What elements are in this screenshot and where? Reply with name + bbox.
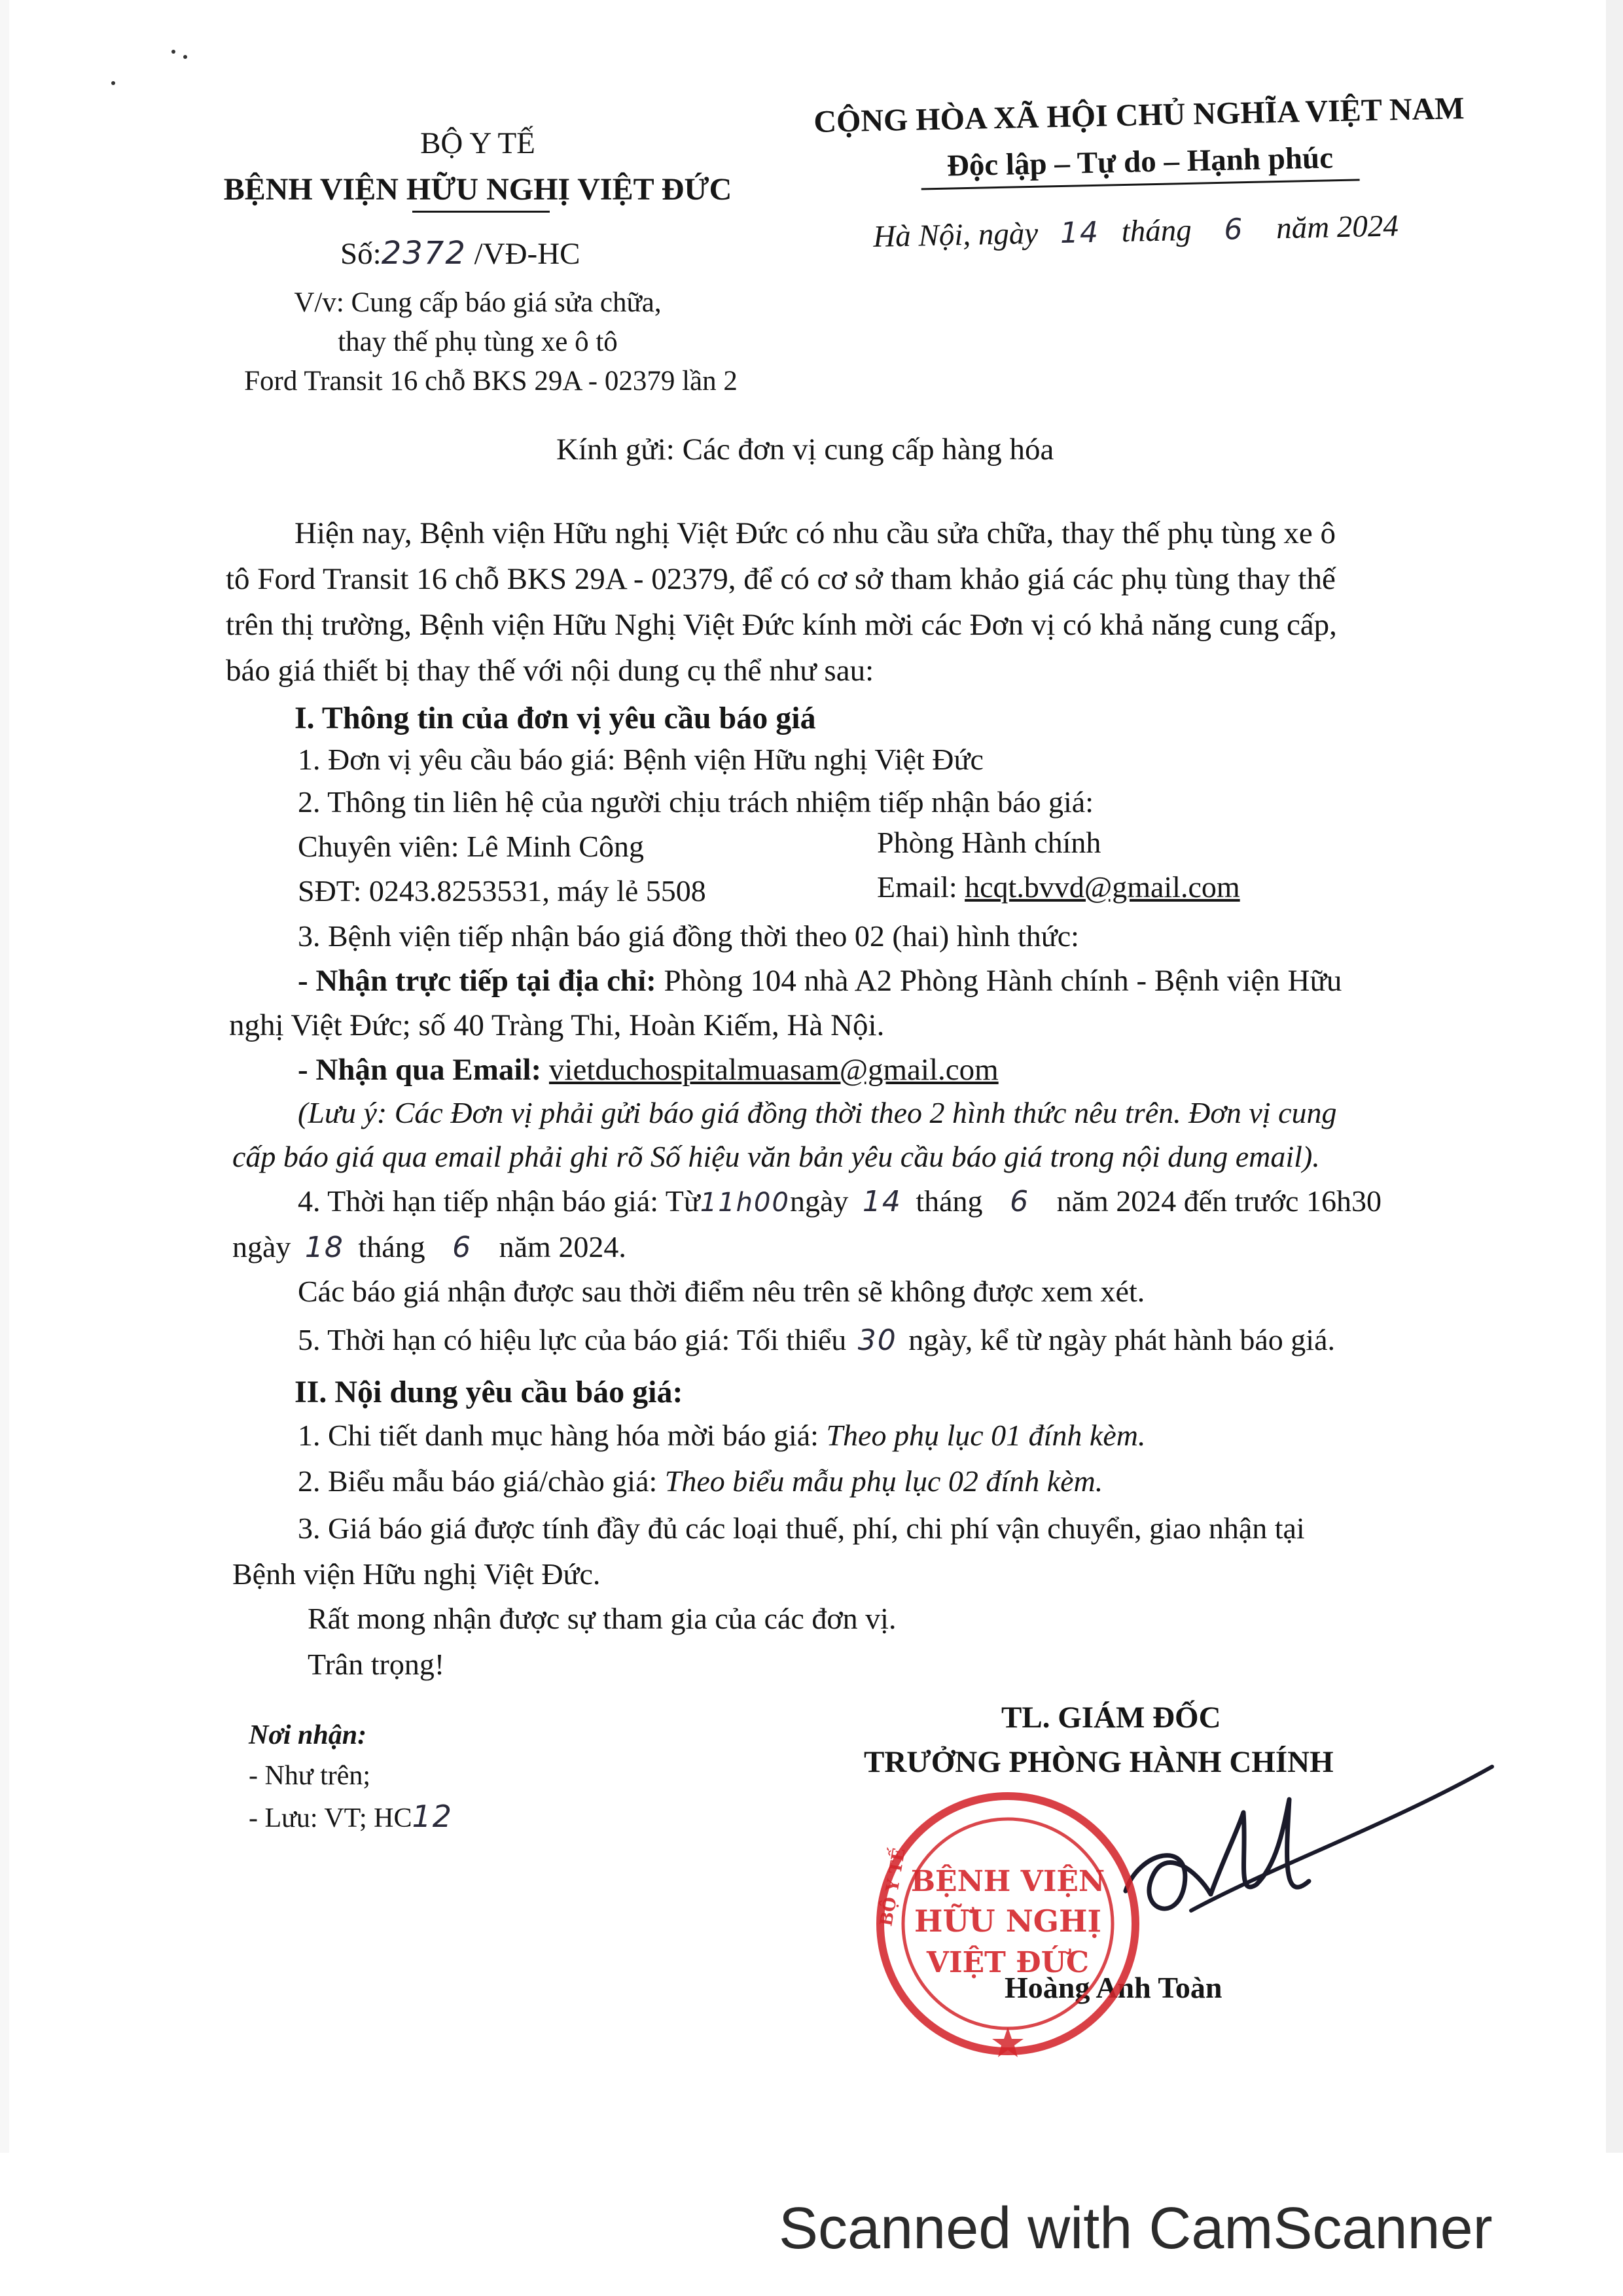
intro-line: báo giá thiết bị thay thế với nội dung cụ thể như sau: xyxy=(226,654,874,688)
camscanner-watermark: Scanned with CamScanner xyxy=(779,2196,1493,2261)
s2-item1-value: Theo phụ lục 01 đính kèm. xyxy=(826,1419,1146,1452)
contact-email-link[interactable]: hcqt.bvvd@gmail.com xyxy=(965,870,1240,904)
signature-role-2: TRƯỞNG PHÒNG HÀNH CHÍNH xyxy=(864,1745,1334,1779)
section-1-item-4-cont xyxy=(232,1230,626,1265)
closing-regards: Trân trọng! xyxy=(308,1648,445,1681)
direct-delivery-label: - Nhận trực tiếp tại địa chỉ: xyxy=(298,964,656,998)
svg-text:VIỆT ĐỨC: VIỆT ĐỨC xyxy=(926,1946,1090,1979)
scan-speck xyxy=(111,81,115,85)
section-1-heading: I. Thông tin của đơn vị yêu cầu báo giá xyxy=(294,701,816,735)
item5-label: 5. Thời hạn có hiệu lực của báo giá: Tối thiểu xyxy=(298,1323,847,1356)
item4-day2: 18 xyxy=(304,1231,344,1264)
s2-item2-value: Theo biểu mẫu phụ lục 02 đính kèm. xyxy=(664,1464,1103,1498)
item4-year2: năm 2024. xyxy=(499,1230,626,1263)
date-year: năm 2024 xyxy=(1275,209,1399,246)
contact-department: Phòng Hành chính xyxy=(877,826,1101,859)
scan-left-edge xyxy=(0,0,9,2159)
scan-speck xyxy=(171,50,175,54)
item4-month: 6 xyxy=(1010,1185,1030,1218)
distribution-item: - Như trên; xyxy=(249,1761,371,1791)
note-line-1: (Lưu ý: Các Đơn vị phải gửi báo giá đồng thời theo 2 hình thức nêu trên. Đơn vị cung xyxy=(298,1096,1337,1129)
hospital-name: BỆNH VIỆN HỮU NGHỊ VIỆT ĐỨC xyxy=(223,172,732,207)
distribution-archive: - Lưu: VT; HC xyxy=(249,1803,412,1833)
signature-role-1: TL. GIÁM ĐỐC xyxy=(1001,1701,1221,1735)
item4-deadline: năm 2024 đến trước 16h30 xyxy=(1056,1184,1382,1218)
s2-item2-label: 2. Biểu mẫu báo giá/chào giá: xyxy=(298,1464,658,1498)
signatory-name: Hoàng Anh Toàn xyxy=(1005,1971,1222,2004)
section-2-item-3-cont: Bệnh viện Hữu nghị Việt Đức. xyxy=(232,1557,601,1591)
contact-phone: SĐT: 0243.8253531, máy lẻ 5508 xyxy=(298,874,706,908)
svg-text:BỆNH VIỆN: BỆNH VIỆN xyxy=(910,1865,1105,1898)
intro-line: trên thị trường, Bệnh viện Hữu Nghị Việt Đức kính mời các Đơn vị có khả năng cung cấp, xyxy=(226,608,1337,642)
item4-day-label: ngày xyxy=(789,1184,849,1218)
s2-item1-label: 1. Chi tiết danh mục hàng hóa mời báo giá: xyxy=(298,1419,819,1452)
email-delivery-link[interactable]: vietduchospitalmuasam@gmail.com xyxy=(548,1053,999,1087)
section-2-heading: II. Nội dung yêu cầu báo giá: xyxy=(294,1375,683,1409)
section-2-item-1 xyxy=(298,1419,1145,1453)
section-1-item-5 xyxy=(298,1323,1335,1358)
intro-line: Hiện nay, Bệnh viện Hữu nghị Việt Đức có nhu cầu sửa chữa, thay thế phụ tùng xe ô xyxy=(294,516,1336,550)
number-prefix: Số: xyxy=(340,237,382,271)
subject-line-1: V/v: Cung cấp báo giá sửa chữa, xyxy=(294,287,662,318)
distribution-heading: Nơi nhận: xyxy=(249,1720,367,1750)
issue-date xyxy=(873,208,1399,255)
date-prefix: Hà Nội, ngày xyxy=(872,216,1039,255)
contact-email-label: Email: xyxy=(877,870,957,904)
section-1-item-2: 2. Thông tin liên hệ của người chịu trách nhiệm tiếp nhận báo giá: xyxy=(298,785,1094,819)
distribution-item xyxy=(249,1799,453,1834)
document-number xyxy=(340,236,580,272)
svg-text:HỮU NGHỊ: HỮU NGHỊ xyxy=(914,1903,1102,1939)
item4-month-label: tháng xyxy=(916,1184,983,1218)
header-right xyxy=(779,90,1508,275)
note-line-2: cấp báo giá qua email phải ghi rõ Số hiệu văn bản yêu cầu báo giá trong nội dung email). xyxy=(232,1140,1320,1173)
distribution-handwritten: 12 xyxy=(412,1799,454,1834)
item5-rest: ngày, kể từ ngày phát hành báo giá. xyxy=(908,1323,1336,1356)
svg-text:BỘ Y TẾ: BỘ Y TẾ xyxy=(876,1846,910,1928)
subject-line-3: Ford Transit 16 chỗ BKS 29A - 02379 lần 2 xyxy=(244,366,738,397)
scan-right-edge xyxy=(1606,0,1623,2159)
email-delivery-line xyxy=(298,1052,999,1087)
date-month-label: tháng xyxy=(1121,213,1192,249)
item5-days: 30 xyxy=(857,1324,897,1357)
number-suffix: /VĐ-HC xyxy=(474,237,580,271)
item4-day: 14 xyxy=(862,1185,902,1218)
national-motto: Độc lập – Tự do – Hạnh phúc xyxy=(946,141,1334,183)
section-1-item-4 xyxy=(298,1184,1382,1219)
subject-line-2: thay thế phụ tùng xe ô tô xyxy=(338,327,618,357)
date-month: 6 xyxy=(1223,213,1244,247)
direct-delivery-line xyxy=(298,963,1342,998)
hospital-underline xyxy=(412,211,550,213)
direct-delivery-value: Phòng 104 nhà A2 Phòng Hành chính - Bệnh viện Hữu xyxy=(664,964,1342,998)
item4-label: 4. Thời hạn tiếp nhận báo giá: Từ xyxy=(298,1184,700,1218)
section-1-item-1: 1. Đơn vị yêu cầu báo giá: Bệnh viện Hữu nghị Việt Đức xyxy=(298,743,984,776)
section-2-item-3: 3. Giá báo giá được tính đầy đủ các loại thuế, phí, chi phí vận chuyển, giao nhận tại xyxy=(298,1511,1305,1545)
scan-speck xyxy=(183,55,187,59)
item4-month2-label: tháng xyxy=(358,1230,425,1263)
direct-delivery-address: nghị Việt Đức; số 40 Tràng Thi, Hoàn Kiếm, Hà Nội. xyxy=(229,1008,885,1042)
email-delivery-label: - Nhận qua Email: xyxy=(298,1053,542,1087)
republic-name: CỘNG HÒA XÃ HỘI CHỦ NGHĨA VIỆT NAM xyxy=(813,91,1465,139)
contact-email xyxy=(877,870,1240,905)
handwritten-signature xyxy=(1113,1754,1505,1950)
closing-line: Rất mong nhận được sự tham gia của các đơn vị. xyxy=(308,1602,897,1635)
recipient-line: Kính gửi: Các đơn vị cung cấp hàng hóa xyxy=(556,433,1054,467)
intro-line: tô Ford Transit 16 chỗ BKS 29A - 02379, để có cơ sở tham khảo giá các phụ tùng thay thế xyxy=(226,562,1336,596)
contact-specialist: Chuyên viên: Lê Minh Công xyxy=(298,830,644,863)
number-handwritten: 2372 xyxy=(381,235,467,272)
ministry-name: BỘ Y TẾ xyxy=(420,126,535,160)
item4-day2-label: ngày xyxy=(232,1230,291,1263)
late-submission-note: Các báo giá nhận được sau thời điểm nêu trên sẽ không được xem xét. xyxy=(298,1275,1145,1308)
date-day: 14 xyxy=(1060,215,1100,251)
item4-time: 11h00 xyxy=(700,1188,790,1218)
section-2-item-2 xyxy=(298,1464,1103,1499)
item4-month2: 6 xyxy=(452,1231,473,1264)
hospital-seal xyxy=(870,1786,1145,2061)
section-1-item-3: 3. Bệnh viện tiếp nhận báo giá đồng thời theo 02 (hai) hình thức: xyxy=(298,919,1079,953)
